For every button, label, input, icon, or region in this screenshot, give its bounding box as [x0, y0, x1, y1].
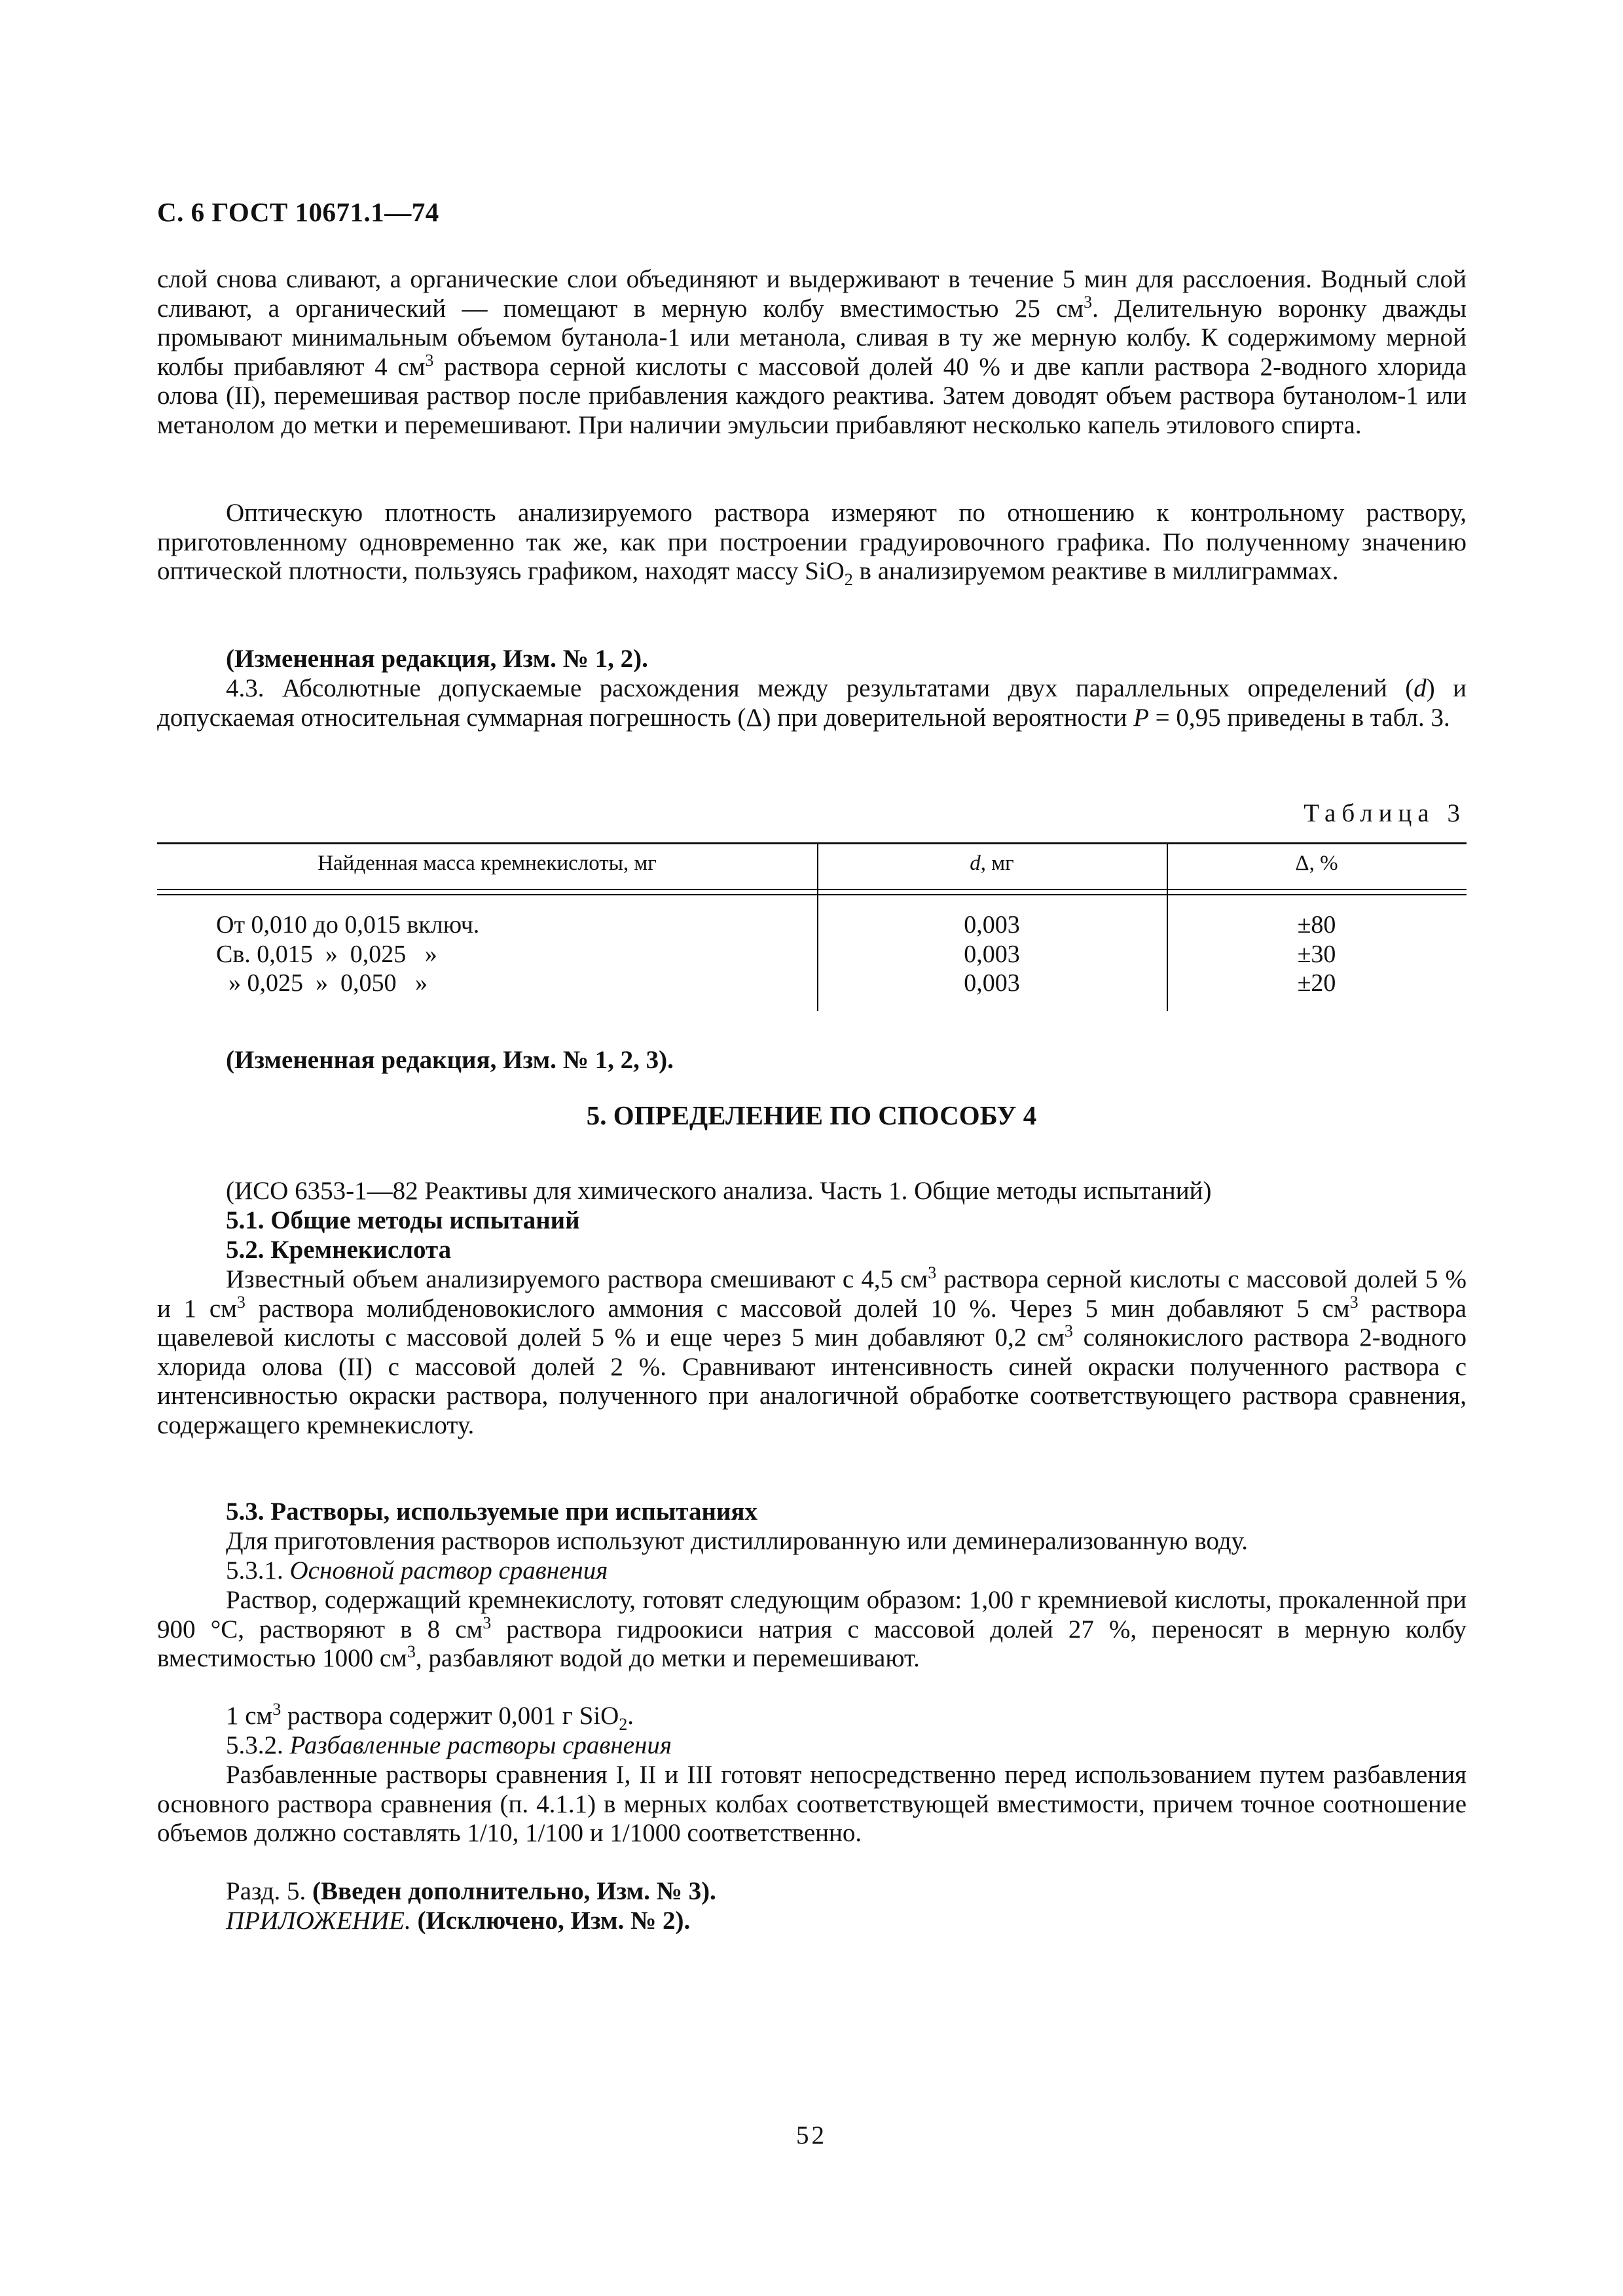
- table-column-delta: [1167, 910, 1467, 998]
- table-cell: » 0,025 » 0,050 »: [216, 969, 428, 997]
- section-heading-5: 5. ОПРЕДЕЛЕНИЕ ПО СПОСОБУ 4: [586, 1100, 1037, 1130]
- paragraph-5-3-1: Раствор, содержащий кремнекислоту, готовят следующим образом: 1,00 г кремниевой кислоты, прокаленной при 900 °С, растворяют в 8 $см^3$ раствора гидроокиси натрия с массовой долей 27 %, переносят в мерную колбу вместимостью 1000 $см^3$, разбавляют водой до метки и перемешивают.: [157, 1586, 1467, 1672]
- table-header-mass: Найденная масса кремнекислоты, мг: [318, 852, 657, 875]
- table-cell: Св. 0,015 » 0,025 »: [216, 940, 437, 968]
- table-cell: 0,003: [964, 940, 1020, 968]
- subsection-5-3-2: 5.3.2. Разбавленные растворы сравнения: [226, 1731, 672, 1759]
- paragraph-concentration: 1 $см^3$ раствора содержит 0,001 г SiO$_2$.: [226, 1700, 634, 1734]
- page-header: С. 6 ГОСТ 10671.1—74: [157, 197, 439, 227]
- table-column-mass: [216, 910, 805, 998]
- data-table: [157, 842, 1467, 1011]
- amendment-note-2: (Измененная редакция, Изм. № 1, 2, 3).: [226, 1046, 674, 1074]
- paragraph-optical-density: Оптическую плотность анализируемого раствора измеряют по отношению к контрольному раствору, приготовленному одновременно так же, как при построении градуировочного графика. По полученному значению оптической плотности, пользуясь графиком, находят массу SiO$_2$ в анализируемом реактиве в миллиграммах.: [157, 499, 1467, 589]
- table-header-rule: [157, 889, 1467, 890]
- appendix-note: ПРИЛОЖЕНИЕ. (Исключено, Изм. № 2).: [226, 1907, 691, 1935]
- amendment-note-1: (Измененная редакция, Изм. № 1, 2).: [226, 645, 648, 673]
- table-column-d: [817, 910, 1167, 998]
- table-cell: 0,003: [964, 969, 1020, 997]
- table-top-rule: [157, 842, 1467, 844]
- table-cell: ±20: [1297, 969, 1336, 997]
- table-cell: 0,003: [964, 911, 1020, 939]
- table-cell: От 0,010 до 0,015 включ.: [216, 911, 480, 939]
- paragraph-4-3: 4.3. Абсолютные допускаемые расхождения между результатами двух параллельных определений (d) и допускаемая относительная суммарная погрешность (Δ) при доверительной вероятности P = 0,95 приведены в табл. 3.: [157, 674, 1467, 732]
- paragraph-continuation: слой снова сливают, а органические слои объединяют и выдерживают в течение 5 мин для расслоения. Водный слой сливают, а органический — помещают в мерную колбу вместимостью 25 $см^3$. Делительную воронку дважды промывают минимальным объемом бутанола-1 или метанола, сливая в ту же мерную колбу. К содержимому мерной колбы прибавляют 4 $см^3$ раствора серной кислоты с массовой долей 40 % и две капли раствора 2-водного хлорида олова (II), перемешивая раствор после прибавления каждого реактива. Затем доводят объем раствора бутанолом-1 или метанолом до метки и перемешивают. При наличии эмульсии прибавляют несколько капель этилового спирта.: [157, 265, 1467, 439]
- subsection-5-1: 5.1. Общие методы испытаний: [226, 1206, 580, 1234]
- table-header-delta: Δ, %: [1295, 852, 1338, 875]
- table-header-rule-double: [157, 894, 1467, 895]
- subsection-5-2: 5.2. Кремнекислота: [226, 1236, 452, 1264]
- page-number: 52: [796, 2121, 827, 2149]
- paragraph-5-3-2: Разбавленные растворы сравнения I, II и III готовят непосредственно перед использованием путем разбавления основного раствора сравнения (п. 4.1.1) в мерных колбах соответствующей вместимости, причем точное соотношение объемов должно составлять 1/10, 1/100 и 1/1000 соответственно.: [157, 1761, 1467, 1847]
- paragraph-5-3: Для приготовления растворов используют дистиллированную или деминерализованную воду.: [226, 1527, 1249, 1555]
- section-5-note: Разд. 5. (Введен дополнительно, Изм. № 3).: [226, 1877, 716, 1905]
- subsection-5-3-1: 5.3.1. Основной раствор сравнения: [226, 1556, 608, 1585]
- table-header-d: d, мг: [970, 852, 1014, 875]
- subsection-5-3: 5.3. Растворы, используемые при испытаниях: [226, 1498, 758, 1526]
- table-caption: Таблица 3: [1304, 799, 1466, 827]
- table-cell: ±80: [1297, 911, 1336, 939]
- table-cell: ±30: [1297, 940, 1336, 968]
- paragraph-5-2: Известный объем анализируемого раствора смешивают с 4,5 $см^3$ раствора серной кислоты с массовой долей 5 % и 1 $см^3$ раствора молибденовокислого аммония с массовой долей 10 %. Через 5 мин добавляют 5 $см^3$ раствора щавелевой кислоты с массовой долей 5 % и еще через 5 мин добавляют 0,2 $см^3$ солянокислого раствора 2-водного хлорида олова (II) с массовой долей 2 %. Сравнивают интенсивность синей окраски полученного раствора с интенсивностью окраски раствора, полученного при аналогичной обработке соответствующего раствора сравнения, содержащего кремнекислоту.: [157, 1263, 1467, 1439]
- iso-reference: (ИСО 6353-1—82 Реактивы для химического анализа. Часть 1. Общие методы испытаний): [226, 1177, 1212, 1205]
